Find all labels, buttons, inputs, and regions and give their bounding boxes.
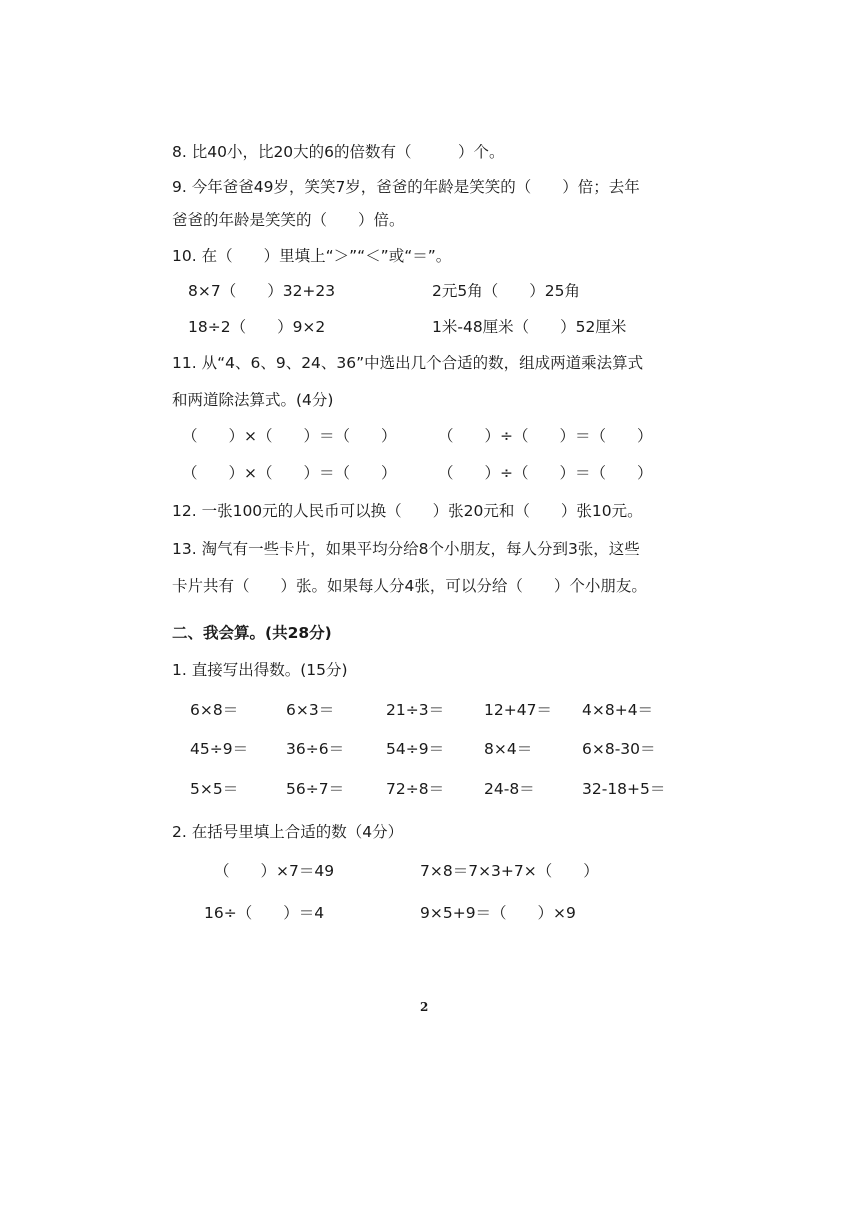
question-11-line-2: 和两道除法算式。(4分) (172, 391, 334, 409)
arithmetic-item: 54÷9＝ (386, 740, 445, 758)
arithmetic-row (190, 700, 672, 720)
part-1-title: 1. 直接写出得数。(15分) (172, 661, 348, 679)
arithmetic-item: 24-8＝ (484, 780, 535, 798)
question-10-item: 1米-48厘米（ ）52厘米 (432, 318, 627, 336)
arithmetic-item: 56÷7＝ (286, 780, 345, 798)
arithmetic-item: 4×8+4＝ (582, 701, 654, 719)
question-13-line-2: 卡片共有（ ）张。如果每人分4张，可以分给（ ）个小朋友。 (172, 577, 647, 595)
arithmetic-row (190, 779, 672, 799)
arithmetic-item: 6×8＝ (190, 701, 239, 719)
question-13-line-1: 13. 淘气有一些卡片，如果平均分给8个小朋友，每人分到3张，这些 (172, 540, 640, 558)
page-number: 2 (420, 1000, 429, 1014)
question-10-item: 2元5角（ ）25角 (432, 282, 580, 300)
division-blank: （ ）÷（ ）＝（ ） (438, 427, 653, 445)
section-2-title: 二、我会算。(共28分) (172, 624, 332, 642)
arithmetic-item: 36÷6＝ (286, 740, 345, 758)
question-9-line-2: 爸爸的年龄是笑笑的（ ）倍。 (172, 211, 405, 229)
arithmetic-item: 6×8-30＝ (582, 740, 656, 758)
question-10-item: 18÷2（ ）9×2 (188, 318, 326, 336)
division-blank: （ ）÷（ ）＝（ ） (438, 464, 653, 482)
question-11-line-1: 11. 从“4、6、9、24、36”中选出几个合适的数，组成两道乘法算式 (172, 354, 644, 372)
question-9-line-1: 9. 今年爸爸49岁，笑笑7岁，爸爸的年龄是笑笑的（ ）倍；去年 (172, 178, 640, 196)
fill-in-item: （ ）×7＝49 (214, 862, 335, 880)
question-8: 8. 比40小，比20大的6的倍数有（ ）个。 (172, 143, 505, 161)
arithmetic-item: 6×3＝ (286, 701, 335, 719)
arithmetic-item: 21÷3＝ (386, 701, 445, 719)
part-2-title: 2. 在括号里填上合适的数（4分） (172, 823, 404, 841)
fill-in-item: 16÷（ ）＝4 (204, 904, 325, 922)
fill-in-item: 7×8＝7×3+7×（ ） (420, 862, 599, 880)
arithmetic-item: 8×4＝ (484, 740, 533, 758)
question-10-item: 8×7（ ）32+23 (188, 282, 336, 300)
fill-in-item: 9×5+9＝（ ）×9 (420, 904, 576, 922)
multiplication-blank: （ ）×（ ）＝（ ） (182, 427, 397, 445)
arithmetic-item: 45÷9＝ (190, 740, 249, 758)
arithmetic-item: 72÷8＝ (386, 780, 445, 798)
question-10: 10. 在（ ）里填上“＞”“＜”或“＝”。 (172, 247, 452, 265)
question-12: 12. 一张100元的人民币可以换（ ）张20元和（ ）张10元。 (172, 502, 643, 520)
arithmetic-item: 32-18+5＝ (582, 780, 666, 798)
multiplication-blank: （ ）×（ ）＝（ ） (182, 464, 397, 482)
arithmetic-item: 5×5＝ (190, 780, 239, 798)
arithmetic-row (190, 739, 672, 759)
arithmetic-item: 12+47＝ (484, 701, 552, 719)
